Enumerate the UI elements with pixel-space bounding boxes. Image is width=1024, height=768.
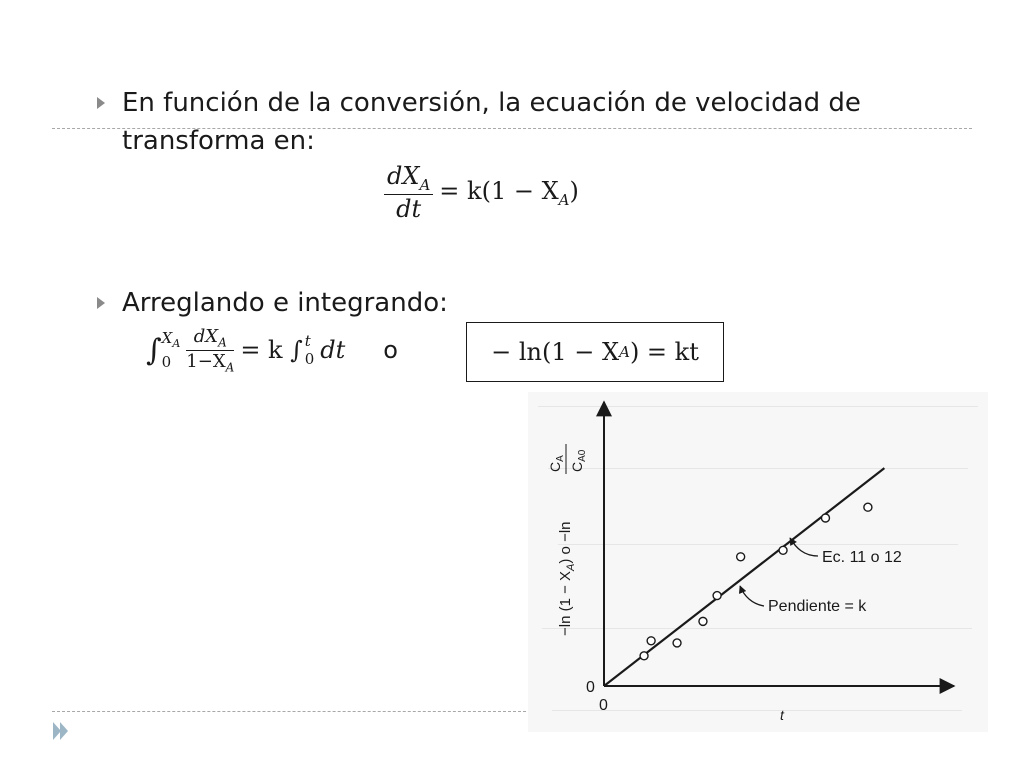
data-point-6 <box>737 553 745 561</box>
origin-x-label: 0 <box>599 697 608 714</box>
data-point-2 <box>647 637 655 645</box>
slide-nav-arrows-icon[interactable] <box>52 718 70 744</box>
bullet-text-1-line1: En función de la conversión, la ecuación de velocidad de <box>122 88 861 118</box>
bullet-text-1-line2: transforma en: <box>122 126 315 156</box>
svg-text:CA: $C_A$ <box>547 455 566 472</box>
data-point-8 <box>821 514 829 522</box>
kinetics-plot <box>528 392 988 732</box>
data-point-3 <box>673 639 681 647</box>
x-axis-label: t <box>780 707 784 723</box>
data-point-4 <box>699 617 707 625</box>
bullet-text-2: Arreglando e integrando: <box>122 288 448 318</box>
slope-callout-label: Pendiente = k <box>768 598 867 615</box>
origin-y-label: 0 <box>586 679 595 696</box>
rate-equation-fraction: $\frac{dX_A}{dt}$ <box>384 162 433 223</box>
bullet-arrow-icon <box>96 96 106 110</box>
line-callout-label: Ec. 11 o 12 <box>822 549 902 566</box>
connector-text: o <box>383 336 398 365</box>
y-axis-label <box>547 444 588 636</box>
data-point-9 <box>864 503 872 511</box>
line-callout-arrow <box>790 538 818 556</box>
boxed-result-equation: − ln(1 − X A ) = kt <box>466 322 724 382</box>
rate-equation: $\frac{dX_A}{dt}$ = $k(1 - X_A)$ <box>384 162 579 223</box>
data-point-7 <box>779 546 787 554</box>
slope-callout-arrow <box>740 586 764 606</box>
bullet-text-1 <box>122 84 861 160</box>
data-point-5 <box>713 592 721 600</box>
integrand-fraction: $\frac{dX_A}{1-X_A}$ <box>186 326 235 375</box>
svg-text:CA0: $C_{A0}$ <box>569 449 588 472</box>
integral-equation: ∫ $X_A$ 0 $\frac{dX_A}{1-X_A}$ = k ∫ t 0 dt o <box>146 326 398 375</box>
data-point-1 <box>640 652 648 660</box>
svg-text:−ln (1 − XA) o −ln: −ln $(1 - X_A)$ o −ln <box>557 521 577 636</box>
bullet-arrow-icon <box>96 296 106 310</box>
